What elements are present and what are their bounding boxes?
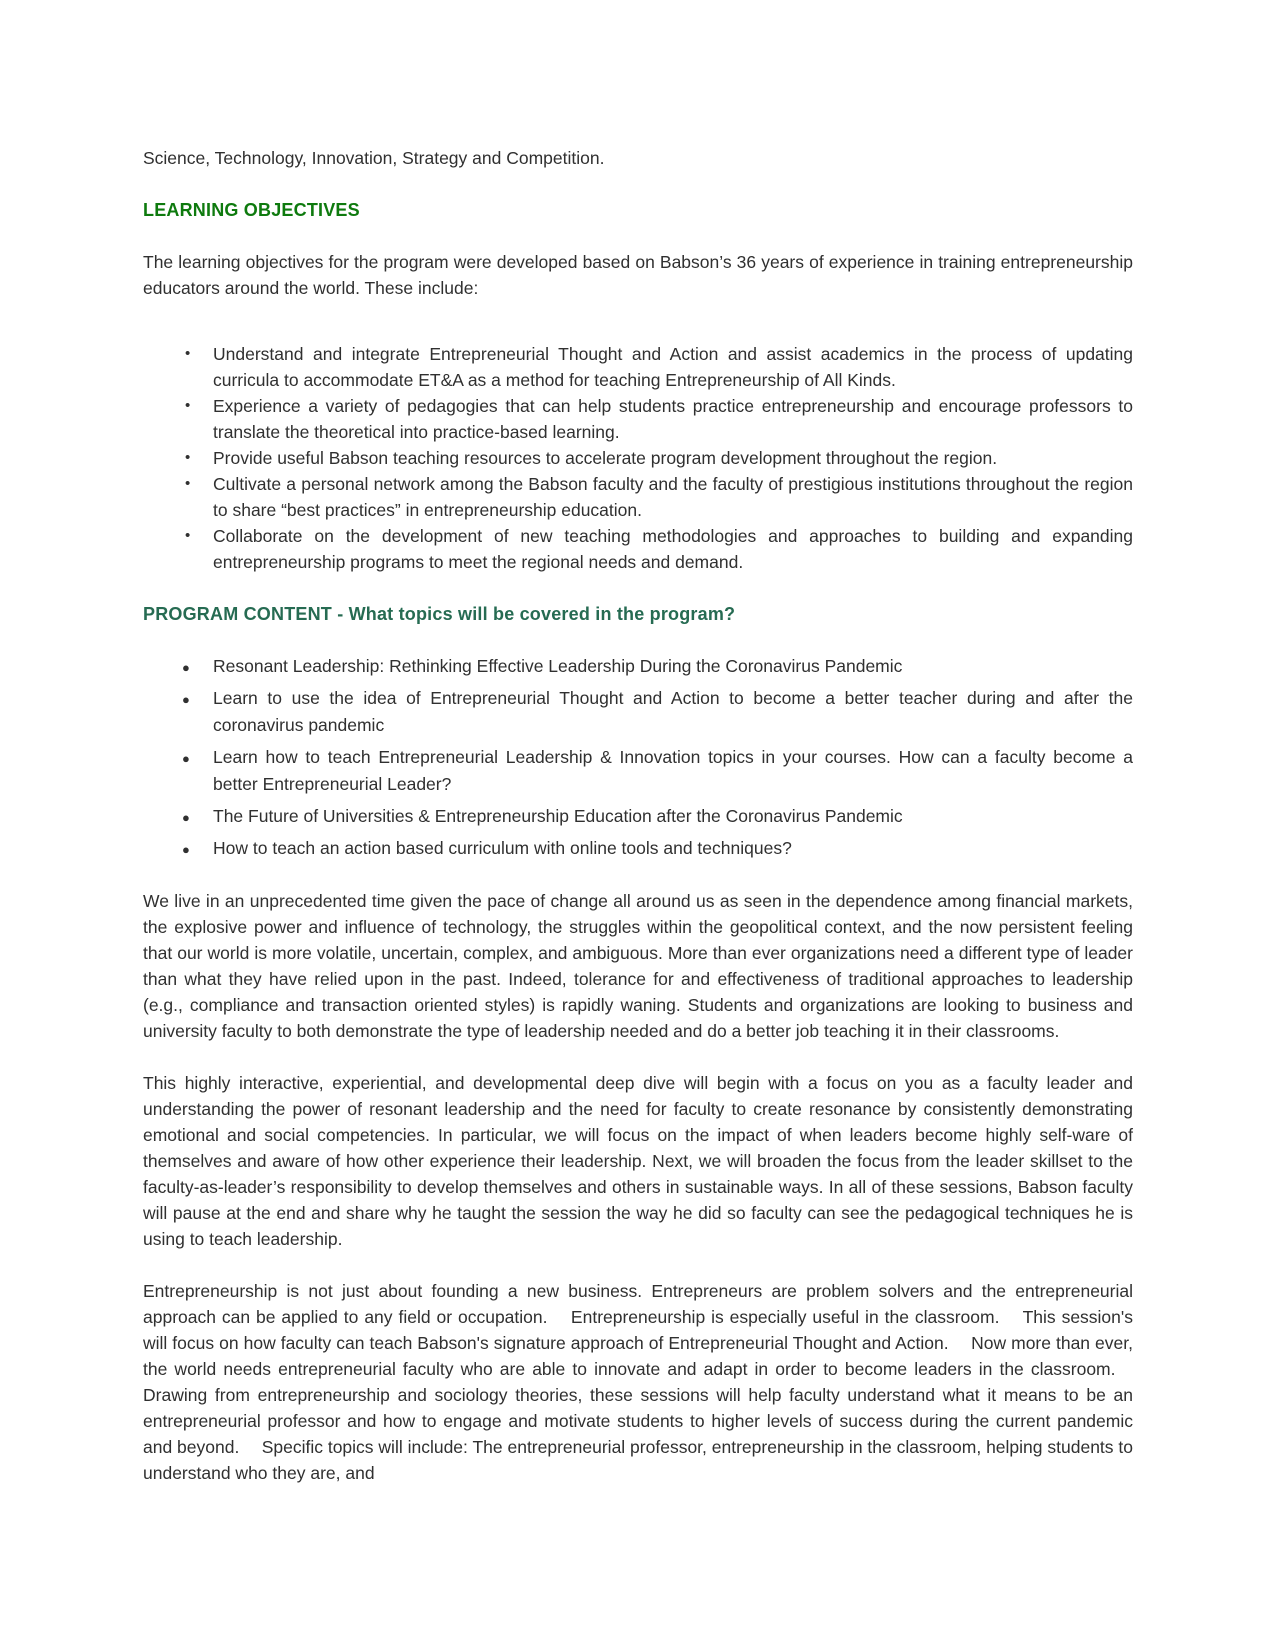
list-item-text: The Future of Universities & Entrepreneurship Education after the Coronavirus Pandemic [213,806,903,826]
list-item-text: Experience a variety of pedagogies that can help students practice entrepreneurship and encourage professors to translate the theoretical into practice-based learning. [213,396,1133,442]
list-item [143,445,1133,471]
bullet-icon: ● [182,660,190,675]
list-item [143,744,1133,798]
bullet-icon: ● [182,842,190,857]
list-item [143,393,1133,445]
spacer [143,327,1133,341]
list-item-text: Understand and integrate Entrepreneurial Thought and Action and assist academics in the process of updating curricula to accommodate ET&A as a method for teaching Entrepreneurship of All Kinds. [213,344,1133,390]
list-item-text: Resonant Leadership: Rethinking Effective Leadership During the Coronavirus Pandemic [213,656,903,676]
list-item-text: Learn to use the idea of Entrepreneurial Thought and Action to become a better teacher during and after the coronavirus pandemic [213,688,1133,735]
lead-paragraph: Science, Technology, Innovation, Strategy and Competition. [143,148,605,168]
list-item [143,835,1133,862]
list-item [143,803,1133,830]
list-item [143,341,1133,393]
learning-objectives-list [143,341,1133,575]
program-content-list [143,653,1133,862]
list-item-text: Learn how to teach Entrepreneurial Leadership & Innovation topics in your courses. How can a faculty become a better Entrepreneurial Leader? [213,747,1133,794]
body-paragraph: This highly interactive, experiential, and developmental deep dive will begin with a focus on you as a faculty leader and understanding the power of resonant leadership and the need for faculty to create resonance by consistently demonstrating emotional and social competencies. In particular, we will focus on the impact of when leaders become highly self-ware of themselves and aware of how other experience their leadership. Next, we will broaden the focus from the leader skillset to the faculty-as-leader’s responsibility to develop themselves and others in sustainable ways. In all of these sessions, Babson faculty will pause at the end and share why he taught the session the way he did so faculty can see the pedagogical techniques he is using to teach leadership. [143,1073,1133,1249]
list-item [143,653,1133,680]
list-item-text: How to teach an action based curriculum with online tools and techniques? [213,838,792,858]
body-paragraph: We live in an unprecedented time given the pace of change all around us as seen in the dependence among financial markets, the explosive power and influence of technology, the struggles within the geopolitical context, and the now persistent feeling that our world is more volatile, uncertain, complex, and ambiguous. More than ever organizations need a different type of leader than what they have relied upon in the past. Indeed, tolerance for and effectiveness of traditional approaches to leadership (e.g., compliance and transaction oriented styles) is rapidly waning. Students and organizations are looking to business and university faculty to both demonstrate the type of leadership needed and do a better job teaching it in their classrooms. [143,891,1133,1041]
program-content-heading: PROGRAM CONTENT - What topics will be covered in the program? [143,604,736,624]
list-item [143,523,1133,575]
learning-objectives-heading: LEARNING OBJECTIVES [143,200,360,220]
list-item-text: Cultivate a personal network among the Babson faculty and the faculty of prestigious institutions throughout the region to share “best practices” in entrepreneurship education. [213,474,1133,520]
list-item-text: Provide useful Babson teaching resources to accelerate program development throughout the region. [213,448,998,468]
bullet-icon: • [185,475,191,492]
bullet-icon: ● [182,751,190,766]
bullet-icon: • [185,397,191,414]
list-item [143,471,1133,523]
list-item-text: Collaborate on the development of new teaching methodologies and approaches to building and expanding entrepreneurship programs to meet the regional needs and demand. [213,526,1133,572]
learning-objectives-intro: The learning objectives for the program were developed based on Babson’s 36 years of experience in training entrepreneurship educators around the world. These include: [143,252,1133,298]
bullet-icon: • [185,527,191,544]
bullet-icon: ● [182,692,190,707]
bullet-icon: • [185,345,191,362]
list-item [143,685,1133,739]
bullet-icon: ● [182,810,190,825]
bullet-icon: • [185,449,191,466]
body-paragraph: Entrepreneurship is not just about founding a new business. Entrepreneurs are problem solvers and the entrepreneurial approach can be applied to any field or occupation. Entrepreneurship is especially useful in the classroom. This session's will focus on how faculty can teach Babson's signature approach of Entrepreneurial Thought and Action. Now more than ever, the world needs entrepreneurial faculty who are able to innovate and adapt in order to become leaders in the classroom. Drawing from entrepreneurship and sociology theories, these sessions will help faculty understand what it means to be an entrepreneurial professor and how to engage and motivate students to higher levels of success during the current pandemic and beyond. Specific topics will include: The entrepreneurial professor, entrepreneurship in the classroom, helping students to understand who they are, and [143,1281,1133,1483]
